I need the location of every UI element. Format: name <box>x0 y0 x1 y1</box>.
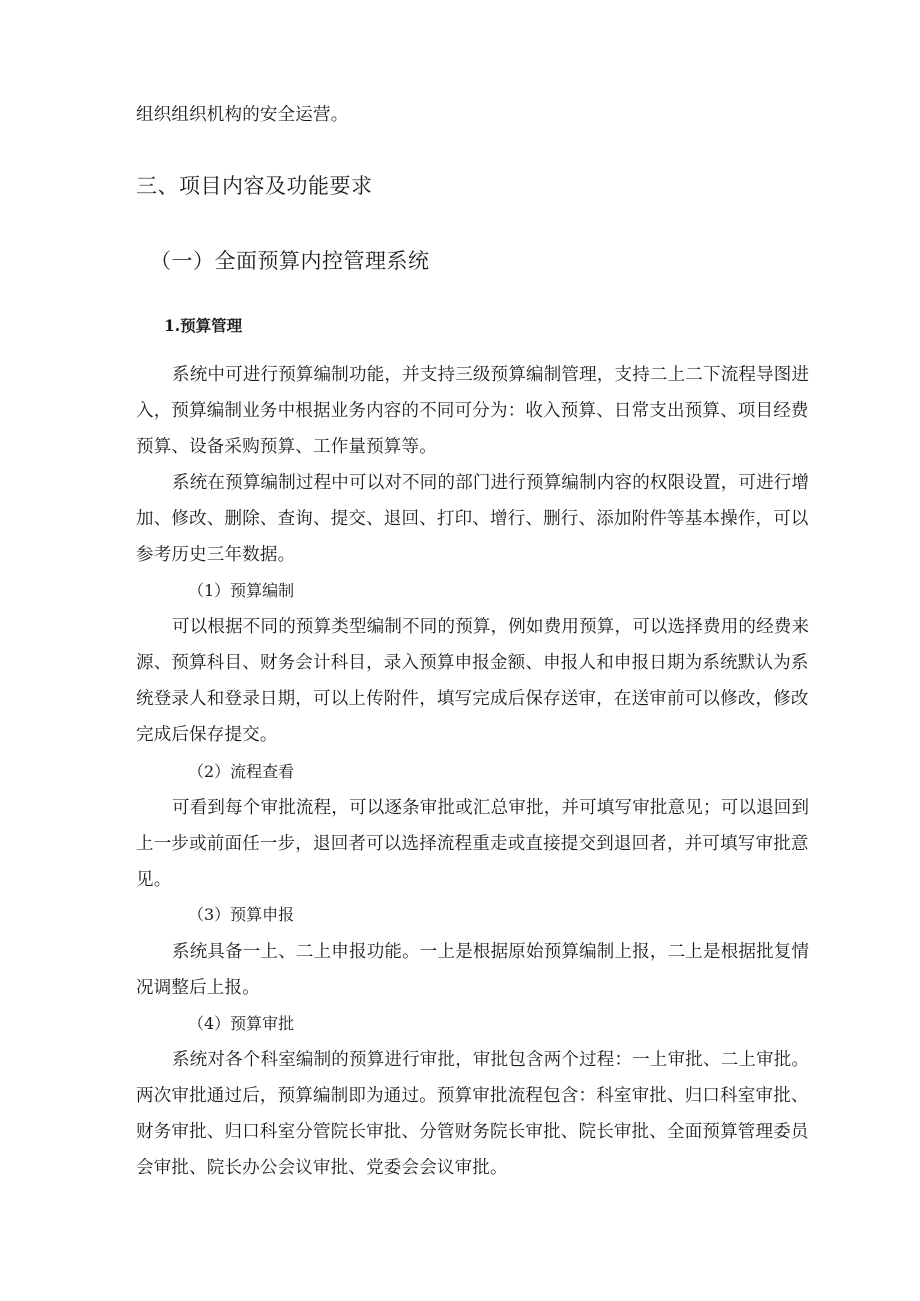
paragraph-line: 见。 <box>136 870 172 890</box>
paragraph-line: 源、预算科目、财务会计科目，录入预算申报金额、申报人和申报日期为系统默认为系 <box>136 653 809 673</box>
paragraph-line: 完成后保存提交。 <box>136 725 278 745</box>
paragraph-line: 系统具备一上、二上申报功能。一上是根据原始预算编制上报，二上是根据批复情 <box>172 942 810 962</box>
subitem-title: （4）预算审批 <box>188 1014 295 1033</box>
paragraph-line: 两次审批通过后，预算编制即为通过。预算审批流程包含：科室审批、归口科室审批、 <box>136 1086 809 1106</box>
paragraph-line: 入，预算编制业务中根据业务内容的不同可分为：收入预算、日常支出预算、项目经费 <box>136 401 809 421</box>
paragraph-line: 预算、设备采购预算、工作量预算等。 <box>136 437 437 457</box>
paragraph-line: 会审批、院长办公会议审批、党委会会议审批。 <box>136 1158 508 1178</box>
paragraph-line: 财务审批、归口科室分管院长审批、分管财务院长审批、院长审批、全面预算管理委员 <box>136 1122 809 1142</box>
item-heading: 1.预算管理 <box>164 316 243 335</box>
paragraph-line: 系统对各个科室编制的预算进行审批，审批包含两个过程：一上审批、二上审批。 <box>172 1050 810 1070</box>
subsection-heading: （一）全面预算内控管理系统 <box>150 249 430 273</box>
paragraph-line: 可看到每个审批流程，可以逐条审批或汇总审批，并可填写审批意见；可以退回到 <box>172 798 810 818</box>
paragraph-line: 参考历史三年数据。 <box>136 545 296 565</box>
paragraph-line: 上一步或前面任一步，退回者可以选择流程重走或直接提交到退回者，并可填写审批意 <box>136 834 809 854</box>
paragraph-line: 况调整后上报。 <box>136 978 260 998</box>
paragraph-line: 加、修改、删除、查询、提交、退回、打印、增行、删行、添加附件等基本操作，可以 <box>136 509 809 529</box>
subitem-title: （1）预算编制 <box>188 581 295 600</box>
paragraph-line: 系统在预算编制过程中可以对不同的部门进行预算编制内容的权限设置，可进行增 <box>172 473 810 493</box>
paragraph-line: 统登录人和登录日期，可以上传附件，填写完成后保存送审，在送审前可以修改，修改 <box>136 689 809 709</box>
subitem-title: （3）预算申报 <box>188 905 295 924</box>
paragraph-line: 可以根据不同的预算类型编制不同的预算，例如费用预算，可以选择费用的经费来 <box>172 617 810 637</box>
subitem-title: （2）流程查看 <box>188 762 295 781</box>
continuation-text: 组织组织机构的安全运营。 <box>136 105 349 125</box>
section-heading: 三、项目内容及功能要求 <box>136 174 373 198</box>
paragraph-line: 系统中可进行预算编制功能，并支持三级预算编制管理，支持二上二下流程导图进 <box>172 365 810 385</box>
